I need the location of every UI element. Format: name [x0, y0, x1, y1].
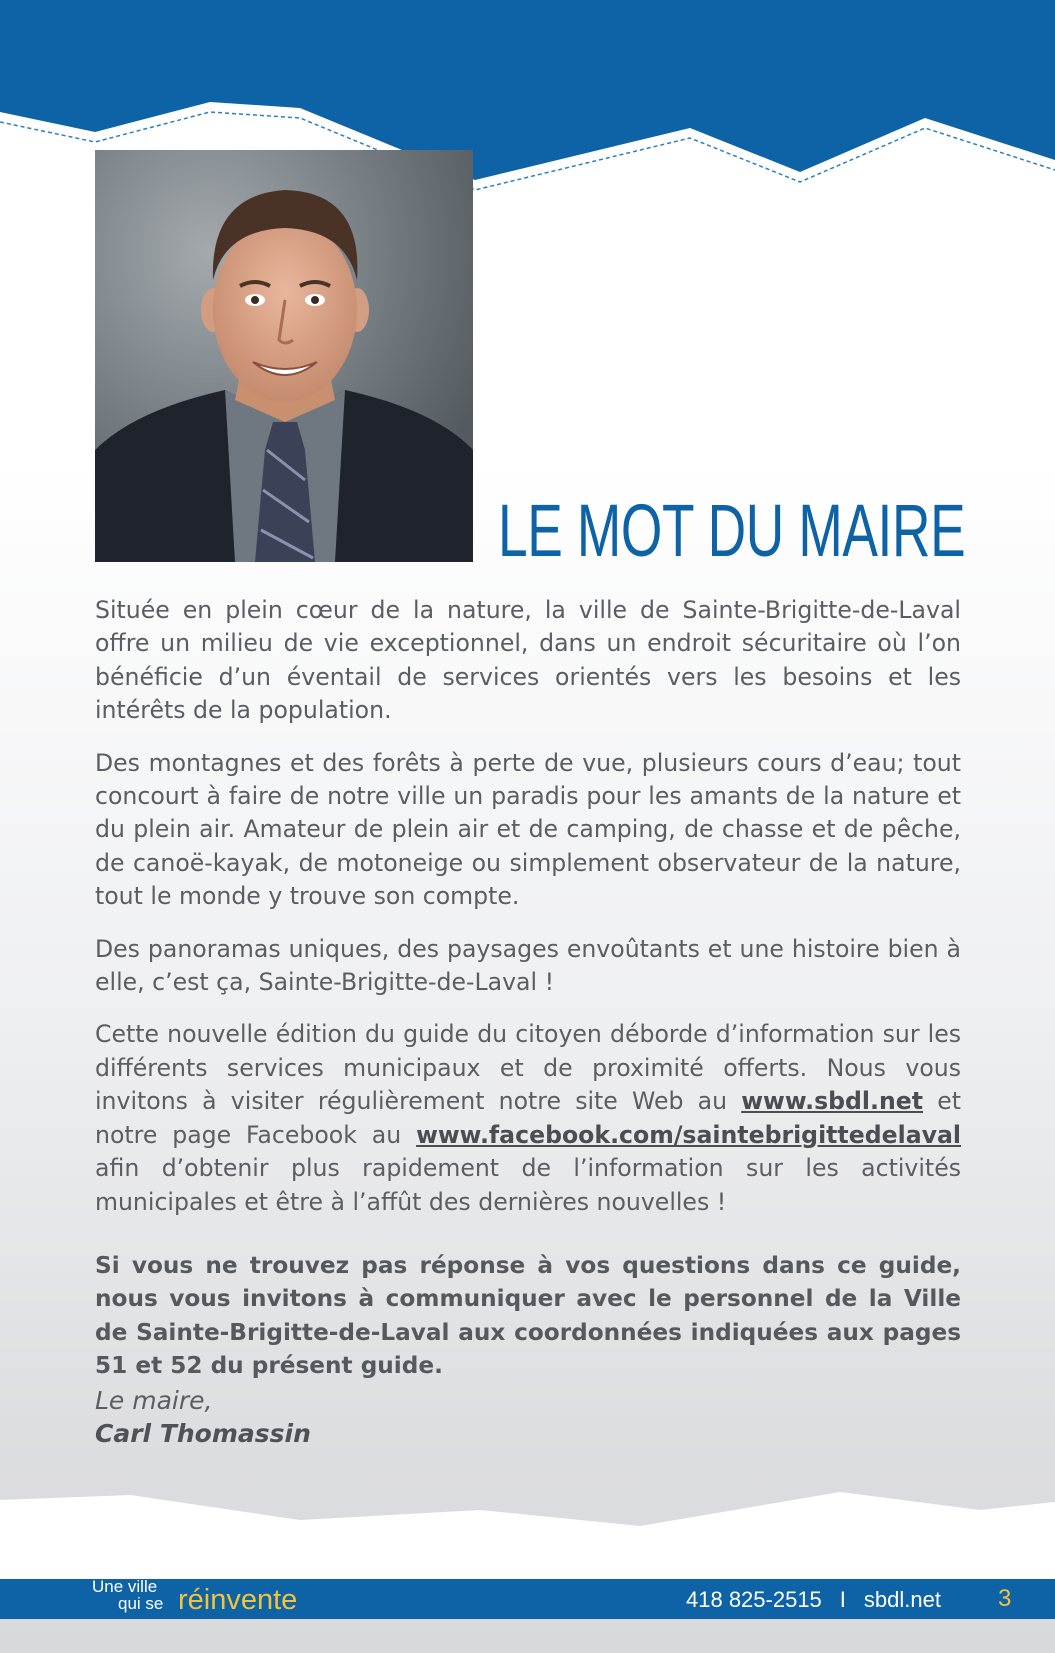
- paragraph-panoramas: Des panoramas uniques, des paysages envoûtants et une histoire bien à elle, c’est ça, Sainte-Brigitte-de-Laval !: [95, 934, 961, 997]
- footer-contact: [686, 1585, 941, 1615]
- footer-mountain-band: [0, 1480, 1055, 1580]
- website-link[interactable]: www.sbdl.net: [741, 1087, 924, 1116]
- paragraph-intro: Située en plein cœur de la nature, la ville de Sainte-Brigitte-de-Laval offre un milieu de vie exceptionnel, dans un endroit sécuritaire où l’on bénéficie d’un éventail de services orientés vers les besoins et les intérêts de la population.: [95, 596, 961, 725]
- slogan-line-1: Une ville: [92, 1577, 158, 1596]
- footer-website[interactable]: sbdl.net: [863, 1587, 941, 1612]
- slogan-small: [92, 1578, 163, 1612]
- paragraph-nature: Des montagnes et des forêts à perte de vue, plusieurs cours d’eau; tout concourt à faire de notre ville un paradis pour les amants de la nature et du plein air. Amateur de plein air et de camping, de chasse et de pêche, de canoë-kayak, de motoneige ou simplement observateur de la nature, tout le monde y trouve son compte.: [95, 748, 961, 911]
- facebook-link[interactable]: www.facebook.com/saintebrigittedelaval: [416, 1120, 961, 1149]
- paragraph-guide-text-1: Cette nouvelle édition du guide du citoyen déborde d’information sur les différents services municipaux et de proximité offerts. Nous vous invitons à visiter régulièrement notre site Web au: [95, 1020, 961, 1116]
- footer-phone: 418 825-2515: [686, 1587, 822, 1612]
- paragraph-closing: Si vous ne trouvez pas réponse à vos questions dans ce guide, nous vous invitons à communiquer avec le personnel de la Ville de Sainte-Brigitte-de-Laval aux coordonnées indiquées aux pages 51 et 52 du présent guide.: [95, 1251, 961, 1380]
- paragraph-guide-text-3: afin d’obtenir plus rapidement de l’information sur les activités municipales et être à l’affût des dernières nouvelles !: [95, 1154, 961, 1216]
- page-title: LE MOT DU MAIRE: [498, 489, 966, 572]
- signature: [95, 1384, 311, 1450]
- article-body: [95, 594, 961, 1402]
- signature-name: Carl Thomassin: [95, 1419, 311, 1448]
- slogan-accent: réinvente: [178, 1584, 298, 1616]
- footer-separator: I: [839, 1587, 846, 1612]
- slogan-line-2: qui se: [118, 1594, 164, 1613]
- paragraph-guide-text-2: et notre page Facebook au: [95, 1087, 961, 1149]
- mayor-photo: [95, 150, 473, 562]
- paragraph-guide: [95, 1018, 961, 1218]
- page-number: 3: [998, 1585, 1012, 1612]
- signature-role: Le maire,: [95, 1386, 213, 1415]
- mayor-portrait-icon: [95, 150, 473, 562]
